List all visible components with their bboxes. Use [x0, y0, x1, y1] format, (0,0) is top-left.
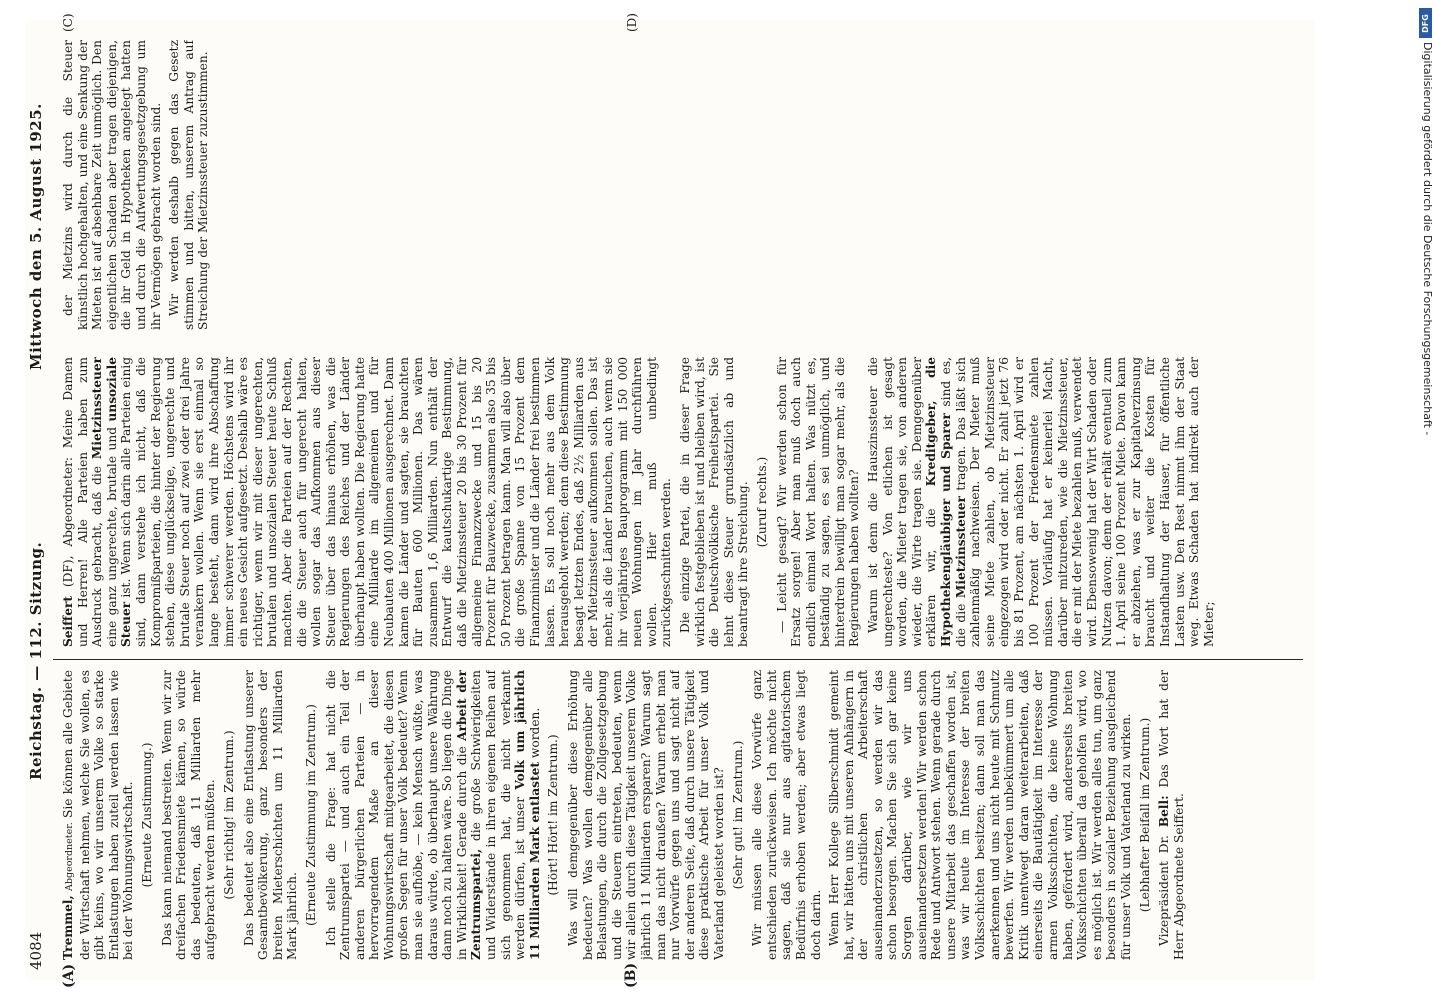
margin-mark-c: (C) — [61, 13, 75, 32]
speaker-role: Abgeordneter. — [64, 822, 75, 891]
paragraph: Vizepräsident Dr. Bell: Das Wort hat der Herr Abgeordnete Seiffert. — [1157, 670, 1186, 960]
paragraph: Wir müssen alle diese Vorwürfe ganz entschieden zurückweisen. Ich möchte nicht sagen, daß sie nur aus agitatorischem Bedürfnis erhoben werden; aber etwas liegt doch darin. — [750, 670, 823, 960]
column-divider — [53, 659, 1303, 660]
dfg-watermark — [1418, 0, 1434, 1000]
speaker-name: Seiffert — [61, 596, 75, 647]
dfg-logo: DFG — [1419, 8, 1432, 38]
interjection: (Sehr gut! im Zentrum.) — [730, 740, 745, 890]
text-column-left — [61, 670, 1301, 960]
interjection: (Lebhafter Beifall im Zentrum.) — [1137, 717, 1152, 913]
interjection: (Erneute Zustimmung.) — [139, 742, 154, 888]
paragraph: der Mietzins wird durch die Steuer künstlich hochgehalten, und eine Senkung der Mieten ist auf absehbare Zeit unmöglich. Den eigentlichen Schaden aber tragen diejenigen, die ihr Geld in Hypotheken angelegt hatten und durch die Aufwertungsgesetzgebung um ihr Vermögen gebracht worden sind. — [61, 40, 163, 330]
paragraph: Was will demgegenüber diese Erhöhung bedeuten? Was wollen demgegenüber alle Belastungen, die durch die Zollgesetzgebung und die Steuern eintreten, bedeuten, wenn wir allein durch diese Tätigkeit unserem Volke jährlich 11 Milliarden ersparen? Warum sagt man das nicht draußen? Warum erhebt man nur Vorwürfe gegen uns und sagt nicht auf der anderen Seite, daß durch unsere Tätigkeit diese praktische Arbeit für unser Volk und Vaterland geleistet worden ist? — [566, 670, 726, 960]
interjection: (Zuruf rechts.) — [754, 456, 769, 548]
document-page — [25, 13, 1315, 988]
paragraph: Tremmel, Abgeordneter. Sie können alle Gebiete der Wirtschaft nehmen, welche Sie wollen, es gibt keins, wo wir unserem Volke so starke Entlastungen haben zuteil werden lassen wie bei der Wohnungswirtschaft. — [61, 670, 136, 960]
page-header — [25, 20, 51, 980]
paragraph: — Leicht gesagt? Wir werden schon für Ersatz sorgen! Aber man muß doch auch endlich einmal Wort halten. Was nützt es, beständig zu sagen, es sei unmöglich, und hinterdrein bewilligt man sogar mehr, als die Regierungen haben wollten? — [774, 357, 862, 647]
paragraph: Wir werden deshalb gegen das Gesetz stimmen und bitten, unserem Antrag auf Streichung der Mietzinssteuer zuzustimmen. — [167, 40, 211, 330]
paragraph: Seiffert (DF), Abgeordneter: Meine Damen und Herren! Alle Parteien haben zum Ausdruck gebracht, daß die Mietzinssteuer eine ganz ungerechte, brutale und unsoziale Steuer ist. Wenn sich darin alle Parteien einig sind, dann verstehe ich nicht, daß die Kompromißparteien, die hinter der Regierung stehen, diese unglückselige, ungerechte und brutale Steuer noch auf zwei oder drei Jahre verankern wollen. Wenn sie erst einmal so lange besteht, dann wird ihre Abschaffung immer schwerer werden. Höchstens wird ihr ein neues Gesicht aufgesetzt. Deshalb wäre es richtiger, wenn wir mit dieser ungerechten, brutalen und unsozialen Steuer heute Schluß machten. Aber die Parteien auf der Rechten, die die Steuer auch für ungerecht halten, wollen sogar das Aufkommen aus dieser Steuer über das hinaus erhöhen, was die Regierungen des Reiches und der Länder überhaupt haben wollten. Die Regierung hatte eine Milliarde im allgemeinen und für Neubauten 400 Millionen ausgerechnet. Dann kamen die Länder und sagten, sie brauchten für Bauten 600 Millionen. Das wären zusammen 1,6 Milliarden. Nun enthält der Entwurf die kautschukartige Bestimmung, daß die Mietzinssteuer 20 bis 30 Prozent für allgemeine Finanzzwecke und 15 bis 20 Prozent für Bauzwecke, zusammen also 35 bis 50 Prozent betragen kann. Man will also über die große Spanne von 15 Prozent dem Finanzminister und die Länder frei bestimmen lassen. Es soll noch mehr aus dem Volk herausgeholt werden; denn diese Bestimmung besagt letzten Endes, daß 2½ Milliarden aus der Mietzinssteuer aufkommen sollen. Das ist mehr, als die Länder brauchen, auch wenn sie ihr vierjähriges Bauprogramm mit 150 000 neuen Wohnungen im Jahr durchführen wollen. Hier muß unbedingt zurückgeschnitten werden. — [61, 357, 674, 647]
page-number: 4084 — [27, 931, 45, 970]
text-column-right — [61, 40, 1301, 330]
paragraph: Das bedeutet also eine Entlastung unserer Gesamtbevölkerung, ganz besonders der breiten Mieterschichten um 11 Milliarden Mark jährlich. — [241, 670, 300, 960]
header-date: Mittwoch den 5. August 1925. — [27, 103, 45, 370]
margin-mark-a: (A) — [61, 963, 77, 988]
interjection: (Sehr richtig! im Zentrum.) — [221, 730, 236, 900]
interjection: (Hört! Hört! im Zentrum.) — [546, 734, 561, 896]
dfg-credit-text: Digitalisierung gefördert durch die Deutsche Forschungsgemeinschaft - — [1421, 42, 1434, 436]
margin-mark-b: (B) — [623, 962, 639, 988]
header-session: Reichstag. — 112. Sitzung. — [27, 541, 45, 780]
paragraph: Warum ist denn die Hauszinssteuer die ungerechteste? Von etlichen ist gesagt worden, die Mieter tragen sie, von anderen wieder, die Wirte tragen sie. Demgegenüber erklären wir, die Kreditgeber, die Hypothekengläubiger und Sparer sind es, die die Mietzinssteuer tragen. Das läßt sich zahlenmäßig nachweisen. Der Mieter muß seine Miete zahlen, ob Mietzinssteuer eingezogen wird oder nicht. Er zahlt jetzt 76 bis 81 Prozent, am nächsten 1. April wird er 100 Prozent der Friedensmiete zahlen müssen. Vorläufig hat er keinerlei Macht, darüber mitzureden, wie die Mietzinssteuer, die er mit der Miete bezahlen muß, verwendet wird. Ebensowenig hat der Wirt Schaden oder Nutzen davon; denn der erhält eventuell zum 1. April seine 100 Prozent Miete. Davon kann er abziehen, was er zur Kapitalverzinsung braucht und weiter die Kosten für Instandhaltung der Häuser, für öffentliche Lasten usw. Den Rest nimmt ihm der Staat weg. Etwas Schaden hat indirekt auch der Mieter; — [866, 357, 1216, 647]
speaker-name: Tremmel, — [61, 895, 75, 960]
paragraph: Die einzige Partei, die in dieser Frage wirklich festgeblieben ist und bleiben wird, ist die Deutschvölkische Freiheitspartei. Sie lehnt diese Steuer grundsätzlich ab und beantragt ihre Streichung. — [677, 357, 751, 647]
paragraph: Das kann niemand bestreiten. Wenn wir zur dreifachen Friedensmiete kämen, so würde das bedeuten, daß 11 Milliarden mehr aufgebracht werden müßten. — [159, 670, 218, 960]
paragraph: Wenn Herr Kollege Silberschmidt gemeint hat, wir hätten uns mit unseren Anhängern in der christlichen Arbeiterschaft auseinanderzusetzen, so werden wir das schon besorgen. Machen Sie sich gar keine Sorgen darüber, wie wir uns auseinandersetzen werden! Wir werden schon Rede und Antwort stehen. Wenn gerade durch unsere Mitarbeit das geschaffen worden ist, was wir heute im Interesse der breiten Volksschichten besitzen; dann soll man das anerkennen und uns nicht heute mit Schmutz bewerfen. Wir werden unbekümmert um alle Kritik unentwegt daran weiterarbeiten, daß einerseits die Bautätigkeit im Interesse der armen Volksschichten, die keine Wohnung haben, gefördert wird, andererseits breiten Volksschichten überall da geholfen wird, wo es möglich ist. Wir werden alles tun, um ganz besonders in sozialer Beziehung ausgleichend für unser Volk und Vaterland zu wirken. — [827, 670, 1133, 960]
margin-mark-d: (D) — [625, 13, 639, 32]
paragraph: Ich stelle die Frage: hat nicht die Zentrumspartei — und auch ein Teil der anderen bürgerlichen Parteien — in hervorragendem Maße an dieser Wohnungswirtschaft mitgearbeitet, die diesen großen Segen für unser Volk bedeutet? Wenn man sie aufhöbe, — kein Mensch wüßte, was daraus würde, ob überhaupt unsere Währung dann noch zu halten wäre. So liegen die Dinge in Wirklichkeit! Gerade durch die Arbeit der Zentrumspartei, die große Schwierigkeiten und Widerstände in ihren eigenen Reihen auf sich genommen hat, die nicht verkannt werden dürfen, ist unser Volk um jährlich 11 Milliarden Mark entlastet worden. — [323, 670, 542, 960]
interjection: (Erneute Zustimmung im Zentrum.) — [303, 704, 318, 926]
text-column-middle — [61, 357, 1301, 647]
